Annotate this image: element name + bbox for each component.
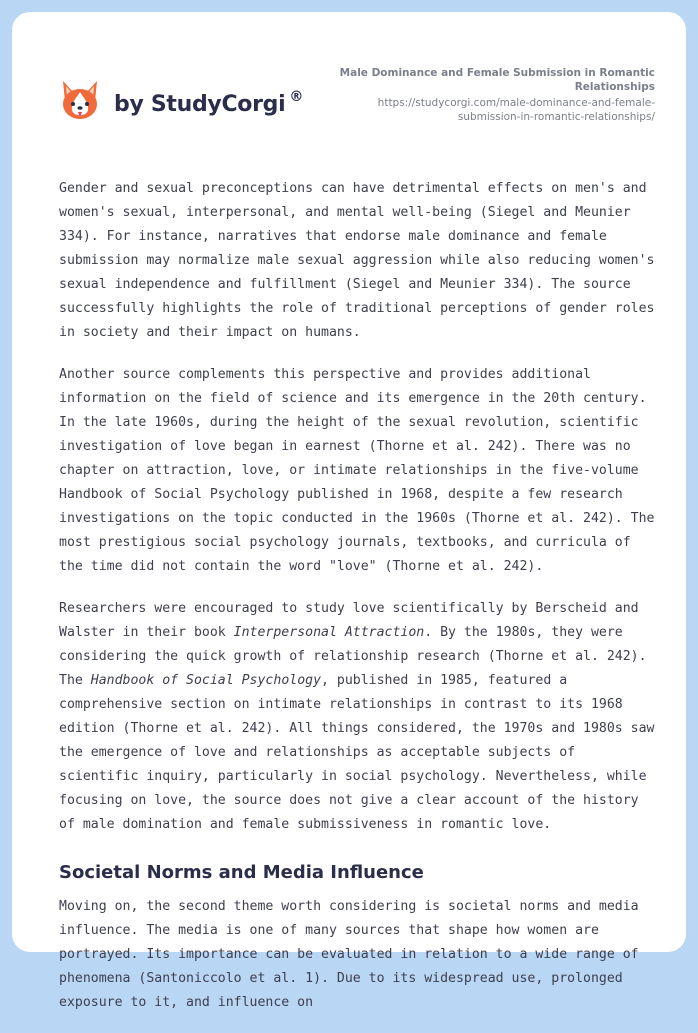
document-page: [12, 12, 686, 1010]
paragraph-3-text-1: Researchers were encouraged to study love scientifically by Berscheid and Walster in their book: [59, 601, 639, 640]
paragraph-1: Gender and sexual preconceptions can have detrimental effects on men's and women's sexual, interpersonal, and mental well-being (Siegel and Meunier 334). For instance, narratives that endorse male dominance and female submission may normalize male sexual aggression while also reducing women's sexual independence and fulfillment (Siegel and Meunier 334). The source successfully highlights the role of traditional perceptions of gender roles in society and their impact on humans.: [59, 181, 655, 340]
brand-name: [114, 88, 304, 117]
paragraph-2: Another source complements this perspective and provides additional information on the field of science and its emergence in the 20th century. In the late 1960s, during the height of the sexual revolution, scientific investigation of love began in earnest (Thorne et al. 242). There was no chapter on attraction, love, or intimate relationships in the five-volume Handbook of Social Psychology published in 1968, despite a few research investigations on the topic conducted in the 1960s (Thorne et al. 242). The most prestigious social psychology journals, textbooks, and curricula of the time did not contain the word "love" (Thorne et al. 242).: [59, 367, 655, 574]
paragraph-4: Moving on, the second theme worth considering is societal norms and media influence. The media is one of many sources that shape how women are portrayed. Its importance can be evaluated in relation to a wide range of phenomena (Santoniccolo et al. 1). Due to its widespread use, prolonged exposure to it, and influence on: [59, 899, 639, 1010]
page-header: [12, 12, 686, 162]
document-title: Male Dominance and Female Submission in Romantic Relationships: [339, 67, 655, 93]
document-url[interactable]: https://studycorgi.com/male-dominance-and-female-submission-in-romantic-relationships/: [377, 97, 655, 123]
paragraph-3-text-2: . By the 1980s, they were considering the quick growth of relationship research (Thorne et al. 242). The: [59, 625, 647, 688]
studycorgi-logo[interactable]: [60, 76, 303, 126]
section-heading: Societal Norms and Media Influence: [59, 862, 424, 883]
book-title-interpersonal-attraction: Interpersonal Attraction: [233, 625, 425, 640]
registered-mark: ®: [289, 88, 304, 105]
document-meta: [325, 66, 655, 124]
book-title-handbook-social-psychology: Handbook of Social Psychology: [90, 673, 322, 688]
paragraph-3: [59, 597, 657, 837]
corgi-logo-icon: [60, 79, 100, 123]
paragraph-3-text-3: , published in 1985, featured a comprehensive section on intimate relationships in contrast to its 1968 edition (Thorne et al. 242). All things considered, the 1970s and 1980s saw the emergence of love and relationships as acceptable subjects of scientific inquiry, particularly in social psychology. Nevertheless, while focusing on love, the source does not give a clear account of the history of male domination and female submissiveness in romantic love.: [59, 673, 655, 832]
article-body: [59, 177, 657, 1033]
brand-text: by StudyCorgi: [114, 91, 286, 117]
